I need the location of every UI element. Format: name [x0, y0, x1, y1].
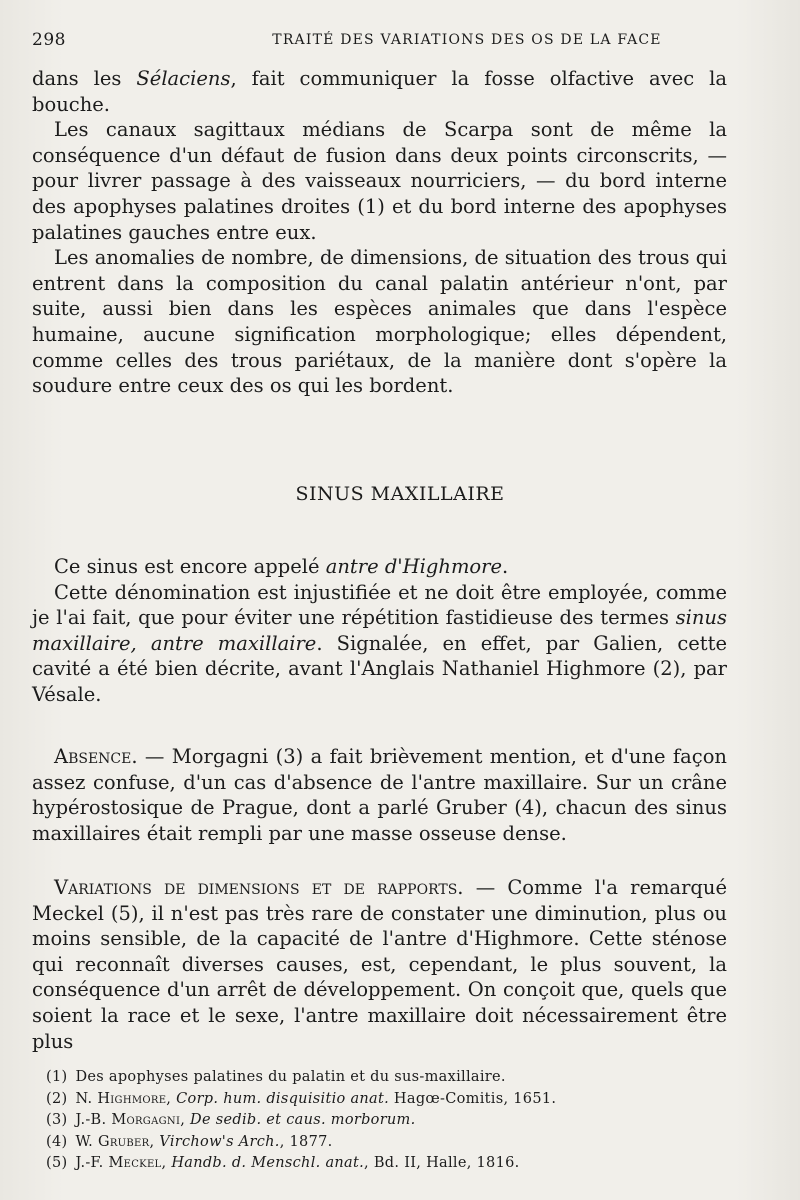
- paragraph-variations: [32, 875, 727, 1054]
- footnote-title: De sedib. et caus. morborum.: [190, 1112, 416, 1129]
- page-number: 298: [32, 30, 66, 50]
- footnote-author: J.-F. Meckel,: [75, 1155, 167, 1172]
- run-in-heading: Absence.: [54, 745, 138, 768]
- footnote-rest: , Bd. II, Halle, 1816.: [364, 1155, 520, 1172]
- footnote-rest: , 1877.: [279, 1133, 333, 1150]
- footnotes: [46, 1067, 746, 1175]
- paragraph-selaciens: [32, 66, 727, 117]
- footnote-author: N. Highmore,: [75, 1090, 172, 1107]
- footnote-title: Corp. hum. disquisitio anat.: [176, 1090, 390, 1107]
- intro-text: [32, 66, 727, 399]
- sinus-intro: [32, 554, 727, 708]
- footnote-4: [46, 1132, 746, 1154]
- footnote-5: [46, 1153, 746, 1175]
- text-run: . Signalée, en effet, par Galien, cette cavité a été bien décrite, avant l'Anglais Nathaniel Highmore (2), par Vésale.: [32, 631, 728, 706]
- footnote-rest: Hagœ-Comitis, 1651.: [389, 1090, 557, 1107]
- paragraph-antre: [32, 554, 727, 580]
- footnote-mark: (4): [46, 1133, 68, 1150]
- text-run: , fait communiquer la fosse olfactive avec la bouche.: [32, 67, 727, 116]
- absence-section: [32, 744, 727, 846]
- footnote-author: J.-B. Morgagni,: [75, 1112, 186, 1129]
- text-run: Ce sinus est encore appelé: [54, 555, 326, 578]
- text-run: — Comme l'a remarqué Meckel (5), il n'est pas très rare de constater une diminution, plus ou moins sensible, de la capacité de l'antre d'Highmore. Cette sténose qui reconnaît diverses causes, est, cependant, le plus souvent, la conséquence d'un arrêt de développement. On conçoit que, quels que soient la race et le sexe, l'antre maxillaire doit nécessairement être plus: [32, 876, 727, 1053]
- footnote-mark: (1): [46, 1069, 68, 1085]
- paragraph-denomination: [32, 580, 727, 708]
- running-title: TRAITÉ DES VARIATIONS DES OS DE LA FACE: [272, 32, 662, 48]
- text-run: — Morgagni (3) a fait brièvement mention, et d'une façon assez confuse, d'un cas d'absence de l'antre maxillaire. Sur un crâne hypérostosique de Prague, dont a parlé Gruber (4), chacun des sinus maxillaires était rempli par une masse osseuse dense.: [32, 745, 727, 845]
- footnote-title: Virchow's Arch.: [159, 1133, 280, 1150]
- text-run: Cette dénomination est injustifiée et ne doit être employée, comme je l'ai fait, que pour éviter une répétition fastidieuse des termes: [32, 580, 727, 630]
- footnote-mark: (3): [46, 1112, 68, 1129]
- italic-term: antre d'Highmore: [325, 555, 503, 578]
- footnote-2: [46, 1089, 746, 1111]
- footnote-mark: (2): [46, 1090, 68, 1107]
- italic-term: sinus maxillaire, antre maxillaire: [32, 606, 727, 655]
- text-run: dans les: [32, 67, 137, 90]
- text-run: .: [502, 555, 509, 578]
- run-in-heading: Variations de dimensions et de rapports.: [54, 876, 464, 899]
- page-header: [32, 30, 772, 54]
- footnote-text: Des apophyses palatines du palatin et du sus-maxillaire.: [75, 1069, 506, 1085]
- paragraph-scarpa: Les canaux sagittaux médians de Scarpa sont de même la conséquence d'un défaut de fusion dans deux points circonscrits, — pour livrer passage à des vaisseaux nourriciers, — du bord interne des apophyses palatines droites (1) et du bord interne des apophyses palatines gauches entre eux.: [32, 118, 727, 244]
- footnote-3: [46, 1110, 746, 1132]
- section-heading: SINUS MAXILLAIRE: [295, 483, 505, 505]
- footnote-mark: (5): [46, 1155, 68, 1172]
- paragraph-anomalies: Les anomalies de nombre, de dimensions, de situation des trous qui entrent dans la composition du canal palatin antérieur n'ont, par suite, aussi bien dans les espèces animales que dans l'espèce humaine, aucune signification morphologique; elles dépendent, comme celles des trous pariétaux, de la manière dont s'opère la soudure entre ceux des os qui les bordent.: [32, 246, 727, 398]
- paragraph-absence: [32, 744, 727, 846]
- footnote-author: W. Gruber,: [75, 1133, 155, 1150]
- variations-section: [32, 875, 727, 1054]
- italic-term: Sélaciens: [136, 67, 231, 90]
- footnote-title: Handb. d. Menschl. anat.: [171, 1155, 365, 1172]
- footnote-1: [46, 1067, 746, 1089]
